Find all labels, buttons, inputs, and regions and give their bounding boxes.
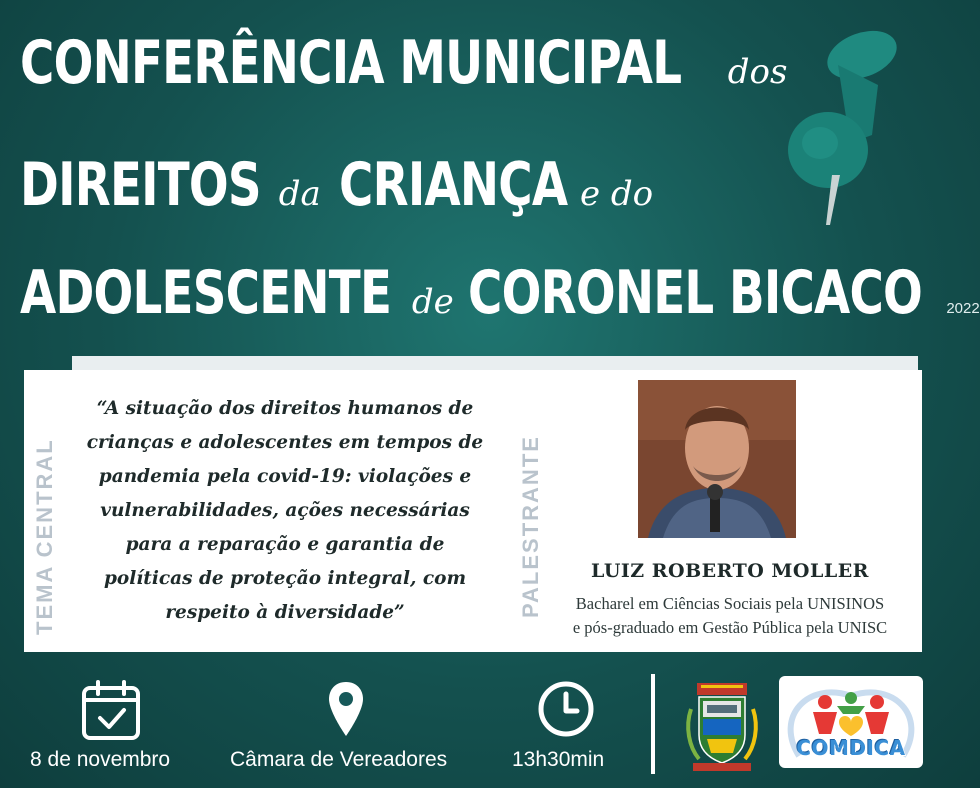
title-line-1 [20,28,787,98]
clock-icon [537,680,595,738]
speaker-photo [638,380,796,538]
speaker-credentials-2: e pós-graduado em Gestão Pública pela UNISC [572,618,888,637]
title-da: da [278,174,321,214]
title-year: 2022 [946,300,980,317]
tema-central-label: TEMA CENTRAL [32,438,57,635]
title-dos: dos [727,52,788,92]
push-pin-icon [780,25,910,230]
event-date: 8 de novembro [30,748,171,771]
title-adolescente: ADOLESCENTE [20,258,392,328]
map-pin-icon [327,680,365,738]
title-conferencia-municipal: CONFERÊNCIA MUNICIPAL [20,28,682,98]
title-de: de [411,282,454,322]
comdica-logo-text: COMDICA [796,736,906,760]
title-e-do: e do [579,174,654,214]
palestrante-label: PALESTRANTE [518,435,543,618]
municipal-coat-of-arms-logo [683,679,761,775]
speaker-credentials-1: Bacharel em Ciências Sociais pela UNISINOS [575,594,885,613]
event-place: Câmara de Vereadores [230,748,448,771]
title-line-3 [20,258,980,328]
title-crianca: CRIANÇA [339,150,568,220]
theme-quote: “A situação dos direitos humanos de crianças e adolescentes em tempos de pandemia pela covid-19: violações e vulnerabilidades, ações necessárias para a reparação e garantia de políticas de proteção integral, com respeito à diversidade” [86,398,484,623]
speaker-name: LUIZ ROBERTO MOLLER [591,560,869,582]
calendar-check-icon [80,680,146,742]
title-direitos: DIREITOS [20,150,261,220]
title-coronel-bicaco: CORONEL BICACO [468,258,923,328]
event-time: 13h30min [512,748,605,771]
divider [651,674,655,774]
title-line-2 [20,150,653,220]
comdica-logo [779,676,923,768]
